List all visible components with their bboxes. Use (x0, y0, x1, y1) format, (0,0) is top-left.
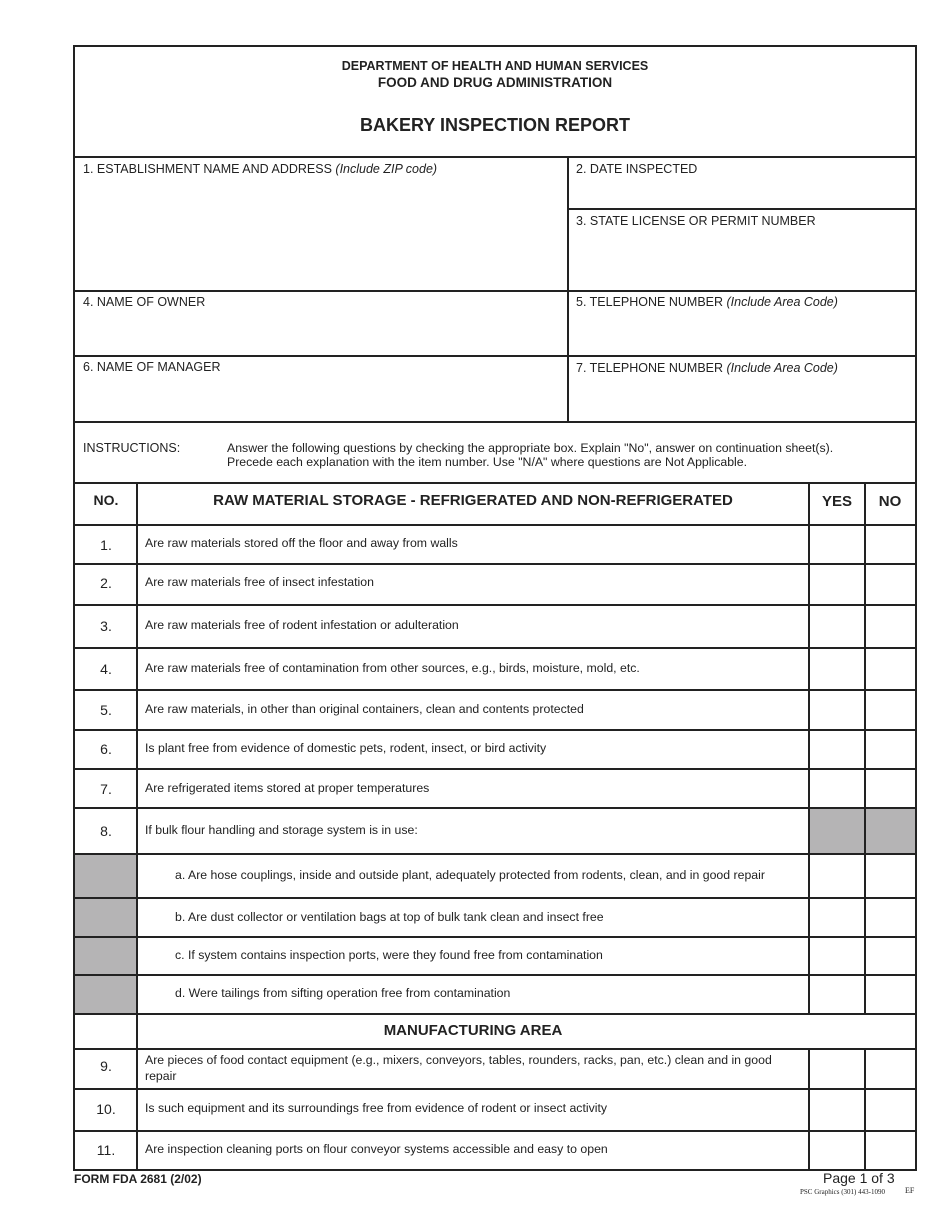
row-number: 8. (100, 823, 112, 839)
row-number: 4. (100, 661, 112, 677)
divider (75, 604, 915, 606)
no-checkbox[interactable] (866, 565, 915, 604)
graphics-credit: PSC Graphics (301) 443-1090 (800, 1188, 885, 1196)
question-text: b. Are dust collector or ventilation bags at top of bulk tank clean and insect free (175, 910, 604, 924)
no-checkbox[interactable] (866, 649, 915, 689)
no-checkbox[interactable] (866, 526, 915, 563)
yes-checkbox[interactable] (810, 731, 864, 768)
yes-checkbox[interactable] (810, 606, 864, 647)
row-number: 10. (96, 1101, 116, 1117)
form-number: FORM FDA 2681 (2/02) (74, 1172, 202, 1186)
manager-phone-label: 7. TELEPHONE NUMBER (Include Area Code) (576, 361, 838, 375)
divider (75, 421, 915, 423)
column-header-no: NO. (93, 492, 119, 508)
yes-checkbox[interactable] (810, 1090, 864, 1130)
divider (75, 897, 915, 899)
divider (75, 936, 915, 938)
question-text: Are raw materials, in other than original containers, clean and contents protected (145, 702, 584, 716)
ef-mark: EF (905, 1186, 915, 1195)
owner-name-label: 4. NAME OF OWNER (83, 295, 206, 309)
no-checkbox[interactable] (866, 899, 915, 936)
date-inspected-label: 2. DATE INSPECTED (576, 162, 698, 176)
yes-checkbox[interactable] (810, 565, 864, 604)
question-text: d. Were tailings from sifting operation free from contamination (175, 986, 511, 1000)
row-number: 2. (100, 575, 112, 591)
divider (75, 729, 915, 731)
question-text: Are refrigerated items stored at proper temperatures (145, 781, 430, 795)
manager-phone-field[interactable] (569, 357, 915, 421)
shaded-number-cells (75, 855, 137, 1015)
yes-checkbox[interactable] (810, 1050, 864, 1088)
question-text: Are raw materials free of rodent infestation or adulteration (145, 618, 459, 632)
column-header-no-answer: NO (878, 493, 902, 510)
row-number: 1. (100, 537, 112, 553)
establishment-label: 1. ESTABLISHMENT NAME AND ADDRESS (Include ZIP code) (83, 162, 438, 176)
divider (75, 768, 915, 770)
divider (75, 482, 915, 484)
owner-phone-field[interactable] (569, 292, 915, 355)
agency-heading: FOOD AND DRUG ADMINISTRATION (377, 75, 613, 90)
no-checkbox[interactable] (866, 855, 915, 897)
license-number-label: 3. STATE LICENSE OR PERMIT NUMBER (576, 214, 816, 228)
divider (75, 524, 915, 526)
row-number: 7. (100, 781, 112, 797)
question-text: Is such equipment and its surroundings free from evidence of rodent or insect activity (145, 1101, 608, 1115)
yes-checkbox[interactable] (810, 526, 864, 563)
instructions-label: INSTRUCTIONS: (83, 441, 181, 455)
question-text: Are raw materials free of insect infestation (145, 575, 374, 589)
bakery-inspection-form (73, 45, 917, 1171)
question-text: Are inspection cleaning ports on flour conveyor systems accessible and easy to open (145, 1142, 608, 1156)
divider (75, 1048, 915, 1050)
yes-checkbox[interactable] (810, 976, 864, 1013)
section-header-raw-material: RAW MATERIAL STORAGE - REFRIGERATED AND NON-REFRIGERATED (213, 492, 733, 509)
question-text: c. If system contains inspection ports, were they found free from contamination (175, 948, 603, 962)
instructions-line-2: Precede each explanation with the item number. Use "N/A" where questions are Not Applicable. (227, 455, 748, 469)
yes-checkbox[interactable] (810, 649, 864, 689)
yes-checkbox[interactable] (810, 899, 864, 936)
question-text: Is plant free from evidence of domestic pets, rodent, insect, or bird activity (145, 741, 547, 755)
no-checkbox[interactable] (866, 1050, 915, 1088)
no-checkbox[interactable] (866, 938, 915, 974)
row-number: 11. (96, 1142, 116, 1158)
establishment-field[interactable] (75, 158, 567, 290)
report-title: BAKERY INSPECTION REPORT (359, 115, 631, 135)
owner-name-field[interactable] (75, 292, 567, 355)
manager-name-label: 6. NAME OF MANAGER (83, 360, 221, 374)
no-checkbox[interactable] (866, 976, 915, 1013)
row-number: 3. (100, 618, 112, 634)
no-checkbox[interactable] (866, 1132, 915, 1169)
yes-checkbox[interactable] (810, 855, 864, 897)
divider (75, 647, 915, 649)
no-checkbox[interactable] (866, 606, 915, 647)
date-inspected-field[interactable] (569, 158, 915, 208)
question-text: a. Are hose couplings, inside and outside plant, adequately protected from rodents, clean, and in good repair (175, 868, 765, 882)
yes-checkbox[interactable] (810, 938, 864, 974)
yes-checkbox[interactable] (810, 691, 864, 729)
yes-checkbox[interactable] (810, 1132, 864, 1169)
manager-name-field[interactable] (75, 357, 567, 421)
question-text: If bulk flour handling and storage system is in use: (145, 823, 418, 837)
question-text: Are pieces of food contact equipment (e.g., mixers, conveyors, tables, rounders, racks, pan, etc.) clean and in good repair (145, 1053, 772, 1083)
divider (75, 563, 915, 565)
no-checkbox[interactable] (866, 691, 915, 729)
row-number: 9. (100, 1058, 112, 1074)
column-header-yes: YES (821, 493, 852, 510)
department-heading: DEPARTMENT OF HEALTH AND HUMAN SERVICES (341, 59, 649, 73)
page-indicator: Page 1 of 3 (823, 1170, 895, 1186)
divider (75, 1013, 915, 1015)
question-text: Are raw materials stored off the floor and away from walls (145, 536, 458, 550)
no-checkbox[interactable] (866, 731, 915, 768)
row-number: 6. (100, 741, 112, 757)
no-checkbox[interactable] (866, 770, 915, 807)
shaded-answer-cells (809, 809, 915, 853)
divider (75, 807, 915, 809)
row-number: 5. (100, 702, 112, 718)
divider (75, 689, 915, 691)
license-number-field[interactable] (569, 210, 915, 290)
question-text: Are raw materials free of contamination from other sources, e.g., birds, moisture, mold, etc. (145, 661, 640, 675)
divider (75, 974, 915, 976)
divider (75, 1088, 915, 1090)
instructions-line-1: Answer the following questions by checking the appropriate box. Explain "No", answer on continuation sheet(s). (227, 441, 834, 455)
divider (75, 853, 915, 855)
no-checkbox[interactable] (866, 1090, 915, 1130)
section-header-manufacturing: MANUFACTURING AREA (383, 1022, 563, 1039)
yes-checkbox[interactable] (810, 770, 864, 807)
divider (75, 1130, 915, 1132)
owner-phone-label: 5. TELEPHONE NUMBER (Include Area Code) (576, 295, 838, 309)
